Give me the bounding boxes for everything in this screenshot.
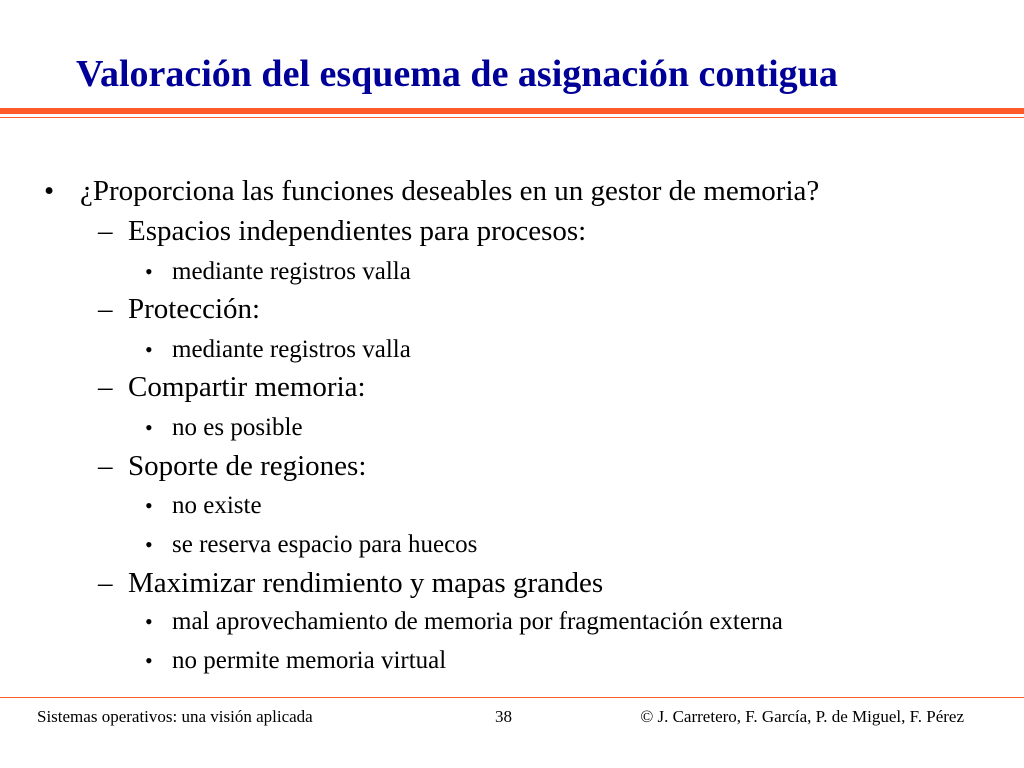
bullet-mark: • bbox=[145, 532, 153, 557]
detail-maximizar-2 bbox=[145, 645, 447, 677]
detail-compartir-1 bbox=[145, 412, 303, 444]
bullet-mark: • bbox=[145, 415, 153, 440]
detail-soporte-1 bbox=[145, 490, 262, 522]
subitem-soporte bbox=[98, 448, 367, 484]
dash-mark: – bbox=[98, 215, 113, 247]
footer-book-title: Sistemas operativos: una visión aplicada bbox=[37, 707, 313, 726]
slide-title: Valoración del esquema de asignación contigua bbox=[76, 53, 838, 95]
bullet-question bbox=[44, 173, 820, 209]
dash-mark: – bbox=[98, 371, 113, 403]
bullet-text: ¿Proporciona las funciones deseables en un gestor de memoria? bbox=[80, 175, 820, 207]
dash-mark: – bbox=[98, 293, 113, 325]
detail-text: mediante registros valla bbox=[172, 258, 411, 285]
detail-soporte-2 bbox=[145, 529, 478, 561]
subitem-text: Maximizar rendimiento y mapas grandes bbox=[128, 567, 604, 599]
detail-maximizar-1 bbox=[145, 606, 783, 638]
subitem-text: Soporte de regiones: bbox=[128, 450, 367, 482]
footer-page-number: 38 bbox=[495, 707, 512, 726]
subitem-text: Compartir memoria: bbox=[128, 371, 366, 403]
dash-mark: – bbox=[98, 450, 113, 482]
bullet-mark: • bbox=[145, 609, 153, 634]
subitem-text: Espacios independientes para procesos: bbox=[128, 215, 587, 247]
detail-espacios-1 bbox=[145, 256, 411, 288]
footer-authors: © J. Carretero, F. García, P. de Miguel, F. Pérez bbox=[640, 707, 964, 726]
subitem-proteccion bbox=[98, 291, 261, 327]
subitem-maximizar bbox=[98, 565, 604, 601]
detail-text: se reserva espacio para huecos bbox=[172, 531, 478, 558]
detail-text: mediante registros valla bbox=[172, 336, 411, 363]
detail-text: no existe bbox=[172, 492, 262, 519]
bullet-mark: • bbox=[145, 337, 153, 362]
dash-mark: – bbox=[98, 567, 113, 599]
subitem-espacios bbox=[98, 213, 587, 249]
bullet-mark: • bbox=[145, 259, 153, 284]
bullet-mark: • bbox=[145, 648, 153, 673]
detail-text: no permite memoria virtual bbox=[172, 647, 447, 674]
footer-divider bbox=[0, 697, 1024, 698]
detail-text: no es posible bbox=[172, 414, 303, 441]
bullet-mark: • bbox=[145, 493, 153, 518]
detail-text: mal aprovechamiento de memoria por fragmentación externa bbox=[172, 608, 783, 635]
bullet-mark: • bbox=[44, 175, 55, 207]
subitem-compartir bbox=[98, 369, 366, 405]
detail-proteccion-1 bbox=[145, 334, 411, 366]
subitem-text: Protección: bbox=[128, 293, 261, 325]
